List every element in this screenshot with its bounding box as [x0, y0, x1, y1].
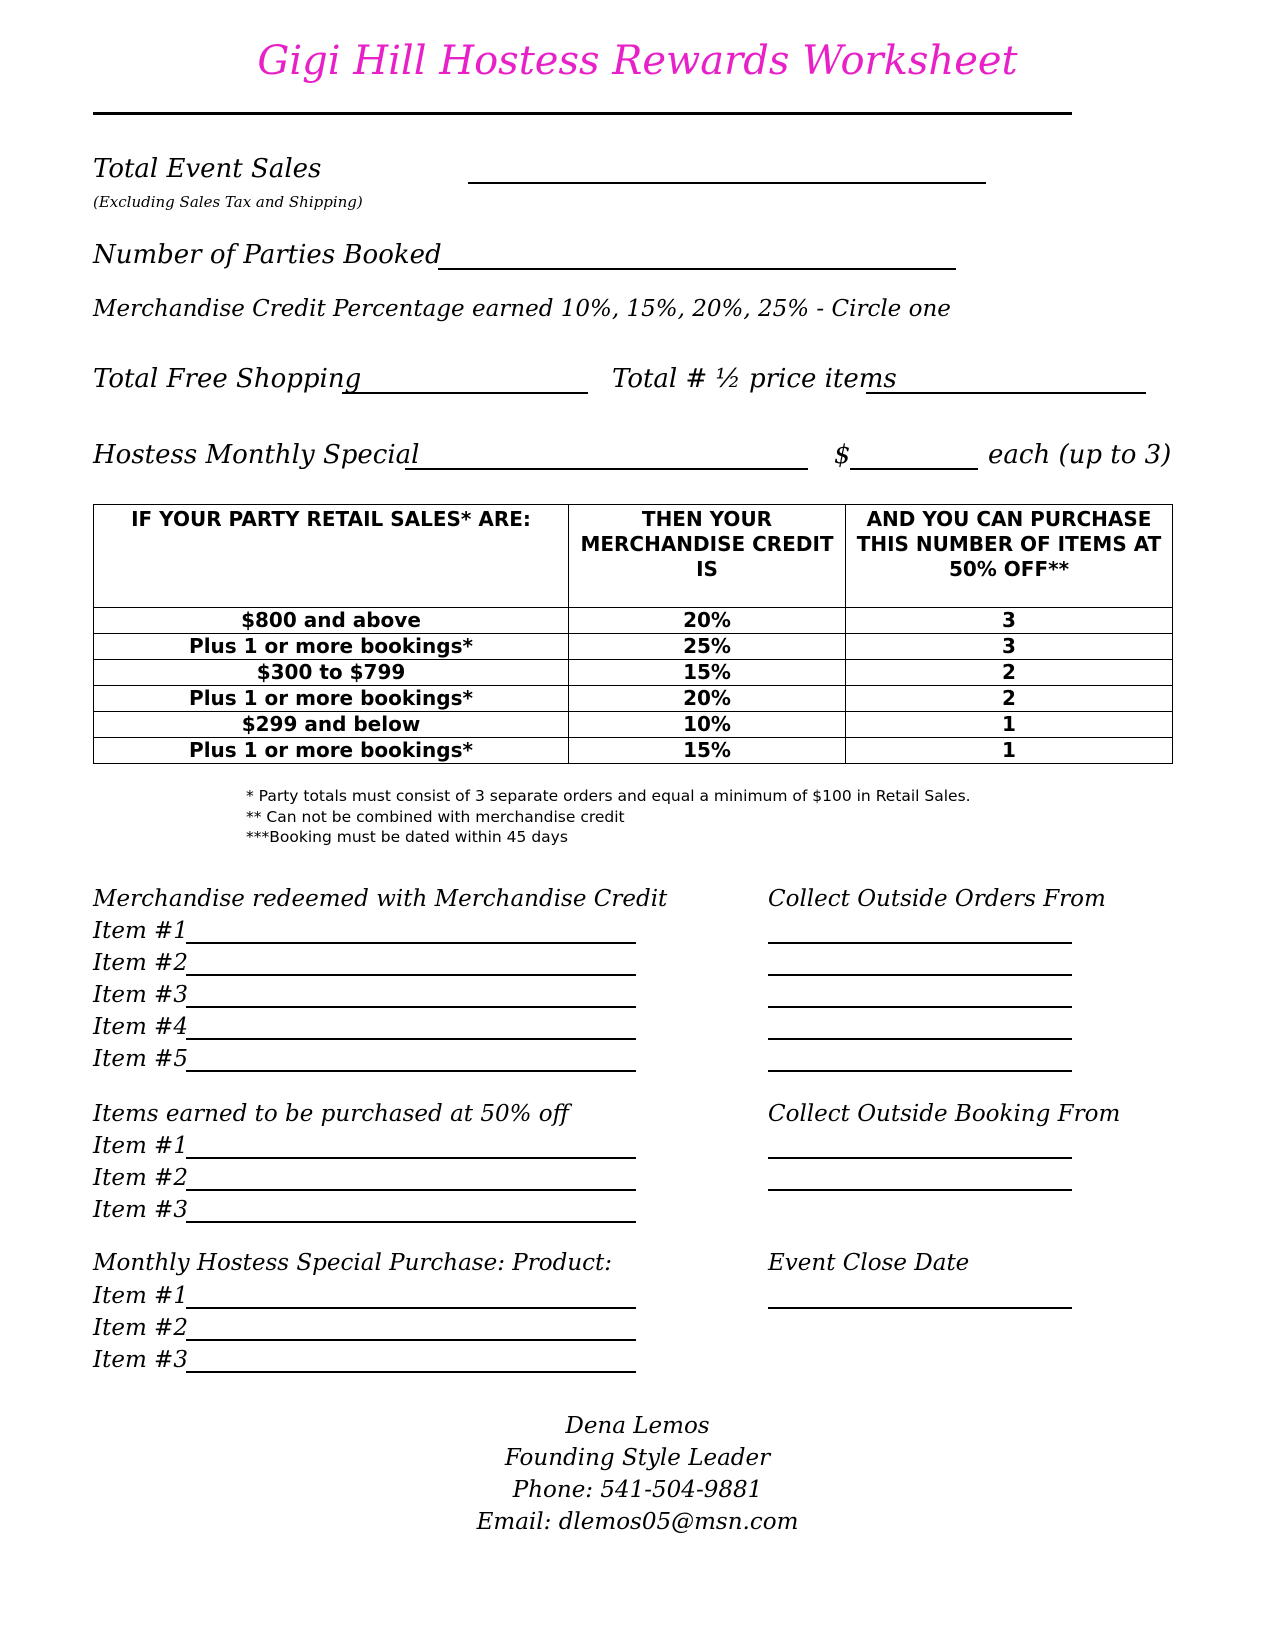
merch-credit-percentage: Merchandise Credit Percentage earned 10%, 15%, 20%, 25% - Circle one — [93, 296, 951, 322]
contact-role: Founding Style Leader — [504, 1445, 771, 1471]
row-sales: Plus 1 or more bookings* — [94, 738, 569, 764]
table-row — [94, 712, 1173, 738]
redeemed-item-2-label: Item #2 — [93, 950, 188, 976]
hostess-monthly-special-label: Hostess Monthly Special — [93, 440, 420, 470]
row-items: 1 — [846, 738, 1173, 764]
special-item-3-line[interactable] — [186, 1371, 636, 1373]
dollar-sign: $ — [834, 440, 851, 470]
merch-redeemed-heading: Merchandise redeemed with Merchandise Credit — [93, 886, 668, 912]
redeemed-item-5-label: Item #5 — [93, 1046, 188, 1072]
row-items: 3 — [846, 634, 1173, 660]
collect-booking-line-2[interactable] — [768, 1189, 1072, 1191]
row-credit: 15% — [569, 738, 846, 764]
total-half-price-label: Total # ½ price items — [612, 364, 897, 394]
row-items: 2 — [846, 660, 1173, 686]
total-half-price-line[interactable] — [866, 392, 1146, 394]
row-sales: $300 to $799 — [94, 660, 569, 686]
parties-booked-line[interactable] — [438, 268, 956, 270]
redeemed-item-4-label: Item #4 — [93, 1014, 188, 1040]
half-off-item-2-line[interactable] — [186, 1189, 636, 1191]
contact-name: Dena Lemos — [565, 1413, 710, 1439]
special-price-line[interactable] — [850, 468, 978, 470]
footnotes — [246, 786, 971, 848]
special-item-2-label: Item #2 — [93, 1315, 188, 1341]
total-event-sales-label: Total Event Sales — [93, 154, 322, 184]
redeemed-item-3-line[interactable] — [186, 1006, 636, 1008]
row-credit: 15% — [569, 660, 846, 686]
table-row — [94, 608, 1173, 634]
collect-orders-heading: Collect Outside Orders From — [768, 886, 1106, 912]
redeemed-item-2-line[interactable] — [186, 974, 636, 976]
row-credit: 10% — [569, 712, 846, 738]
footnote: ***Booking must be dated within 45 days — [246, 828, 568, 846]
row-sales: $800 and above — [94, 608, 569, 634]
table-row — [94, 634, 1173, 660]
collect-orders-line-3[interactable] — [768, 1006, 1072, 1008]
row-credit: 20% — [569, 608, 846, 634]
half-off-item-1-line[interactable] — [186, 1157, 636, 1159]
total-free-shopping-label: Total Free Shopping — [93, 364, 362, 394]
table-row — [94, 686, 1173, 712]
row-credit: 25% — [569, 634, 846, 660]
parties-booked-label: Number of Parties Booked — [93, 240, 442, 270]
redeemed-item-1-line[interactable] — [186, 942, 636, 944]
collect-booking-heading: Collect Outside Booking From — [768, 1101, 1121, 1127]
special-item-2-line[interactable] — [186, 1339, 636, 1341]
collect-booking-line-1[interactable] — [768, 1157, 1072, 1159]
contact-email[interactable]: Email: dlemos05@msn.com — [476, 1509, 799, 1535]
half-off-item-1-label: Item #1 — [93, 1133, 188, 1159]
row-sales: Plus 1 or more bookings* — [94, 634, 569, 660]
header-credit: THEN YOUR MERCHANDISE CREDIT IS — [569, 505, 846, 608]
half-off-heading: Items earned to be purchased at 50% off — [93, 1101, 569, 1127]
half-off-item-2-label: Item #2 — [93, 1165, 188, 1191]
redeemed-item-5-line[interactable] — [186, 1070, 636, 1072]
total-event-sales-line[interactable] — [468, 182, 986, 184]
page-title: Gigi Hill Hostess Rewards Worksheet — [257, 38, 1018, 84]
footnote: * Party totals must consist of 3 separate orders and equal a minimum of $100 in Retail Sales. — [246, 787, 971, 805]
rewards-table — [93, 504, 1173, 764]
redeemed-item-4-line[interactable] — [186, 1038, 636, 1040]
special-item-1-line[interactable] — [186, 1307, 636, 1309]
row-sales: $299 and below — [94, 712, 569, 738]
special-item-1-label: Item #1 — [93, 1283, 188, 1309]
hostess-monthly-special-line[interactable] — [405, 468, 808, 470]
half-off-item-3-label: Item #3 — [93, 1197, 188, 1223]
row-items: 3 — [846, 608, 1173, 634]
table-row — [94, 738, 1173, 764]
collect-orders-line-5[interactable] — [768, 1070, 1072, 1072]
total-free-shopping-line[interactable] — [342, 392, 588, 394]
row-sales: Plus 1 or more bookings* — [94, 686, 569, 712]
collect-orders-line-2[interactable] — [768, 974, 1072, 976]
footnote: ** Can not be combined with merchandise credit — [246, 807, 625, 826]
table-header-row — [94, 505, 1173, 608]
title-divider — [93, 112, 1072, 115]
row-items: 1 — [846, 712, 1173, 738]
collect-orders-line-1[interactable] — [768, 942, 1072, 944]
header-items: AND YOU CAN PURCHASE THIS NUMBER OF ITEMS AT 50% OFF** — [846, 505, 1173, 608]
each-up-to-3: each (up to 3) — [988, 440, 1172, 470]
header-sales: IF YOUR PARTY RETAIL SALES* ARE: — [94, 505, 569, 608]
excluding-note: (Excluding Sales Tax and Shipping) — [93, 193, 363, 211]
redeemed-item-1-label: Item #1 — [93, 918, 188, 944]
special-item-3-label: Item #3 — [93, 1347, 188, 1373]
collect-orders-line-4[interactable] — [768, 1038, 1072, 1040]
half-off-item-3-line[interactable] — [186, 1221, 636, 1223]
monthly-special-heading: Monthly Hostess Special Purchase: Product: — [93, 1250, 613, 1276]
contact-phone: Phone: 541-504-9881 — [512, 1477, 763, 1503]
redeemed-item-3-label: Item #3 — [93, 982, 188, 1008]
event-close-heading: Event Close Date — [768, 1250, 970, 1276]
table-row — [94, 660, 1173, 686]
row-credit: 20% — [569, 686, 846, 712]
event-close-line[interactable] — [768, 1307, 1072, 1309]
row-items: 2 — [846, 686, 1173, 712]
